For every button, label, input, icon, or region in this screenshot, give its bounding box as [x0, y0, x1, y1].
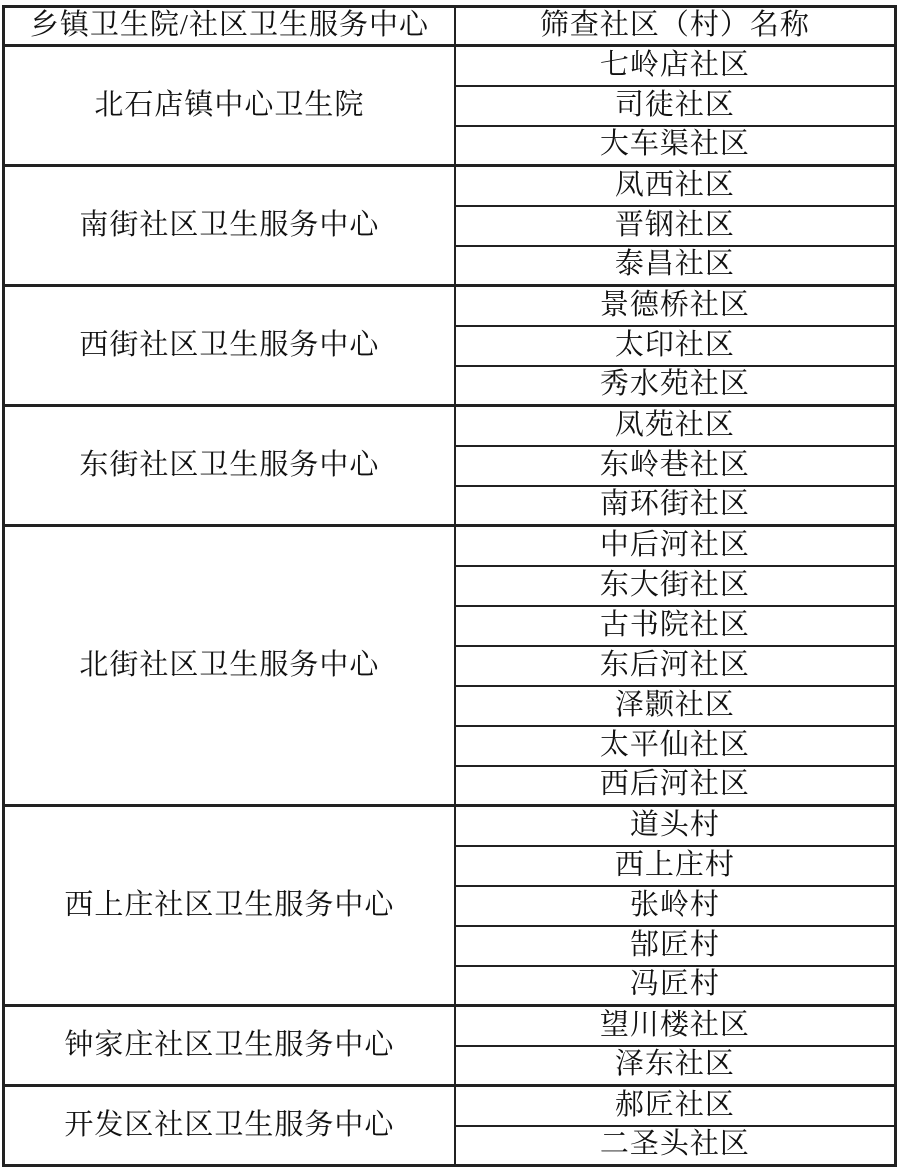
table-row — [4, 286, 896, 326]
community-cell: 中后河社区 — [455, 526, 896, 566]
community-cell: 司徒社区 — [455, 86, 896, 126]
health-center-cell: 北街社区卫生服务中心 — [4, 526, 455, 806]
community-cell: 太平仙社区 — [455, 726, 896, 766]
health-center-cell: 钟家庄社区卫生服务中心 — [4, 1006, 455, 1086]
community-cell: 太印社区 — [455, 326, 896, 366]
community-cell: 凤苑社区 — [455, 406, 896, 446]
health-center-cell: 西上庄社区卫生服务中心 — [4, 806, 455, 1006]
table-row — [4, 1086, 896, 1126]
health-center-cell: 西街社区卫生服务中心 — [4, 286, 455, 406]
community-cell: 泽颢社区 — [455, 686, 896, 726]
health-center-cell: 开发区社区卫生服务中心 — [4, 1086, 455, 1166]
community-cell: 泽东社区 — [455, 1046, 896, 1086]
community-cell: 南环街社区 — [455, 486, 896, 526]
table-row — [4, 806, 896, 846]
community-cell: 七岭店社区 — [455, 46, 896, 86]
community-cell: 郜匠村 — [455, 926, 896, 966]
table-row — [4, 1006, 896, 1046]
community-cell: 望川楼社区 — [455, 1006, 896, 1046]
health-center-cell: 北石店镇中心卫生院 — [4, 46, 455, 166]
community-cell: 冯匠村 — [455, 966, 896, 1006]
community-cell: 晋钢社区 — [455, 206, 896, 246]
community-cell: 泰昌社区 — [455, 246, 896, 286]
community-cell: 凤西社区 — [455, 166, 896, 206]
column-header-community-name: 筛查社区（村）名称 — [455, 7, 896, 46]
community-cell: 景德桥社区 — [455, 286, 896, 326]
table-row — [4, 526, 896, 566]
screening-communities-table — [2, 5, 897, 1167]
table-row — [4, 406, 896, 446]
community-cell: 西上庄村 — [455, 846, 896, 886]
column-header-health-center: 乡镇卫生院/社区卫生服务中心 — [4, 7, 455, 46]
community-cell: 西后河社区 — [455, 766, 896, 806]
community-cell: 二圣头社区 — [455, 1126, 896, 1166]
community-cell: 秀水苑社区 — [455, 366, 896, 406]
community-cell: 古书院社区 — [455, 606, 896, 646]
health-center-cell: 南街社区卫生服务中心 — [4, 166, 455, 286]
community-cell: 郝匠社区 — [455, 1086, 896, 1126]
table-header-row — [4, 7, 896, 46]
community-cell: 大车渠社区 — [455, 126, 896, 166]
community-cell: 东大街社区 — [455, 566, 896, 606]
community-cell: 道头村 — [455, 806, 896, 846]
table-row — [4, 46, 896, 86]
health-center-cell: 东街社区卫生服务中心 — [4, 406, 455, 526]
table-row — [4, 166, 896, 206]
community-cell: 张岭村 — [455, 886, 896, 926]
table-body — [4, 46, 896, 1166]
community-cell: 东岭巷社区 — [455, 446, 896, 486]
community-cell: 东后河社区 — [455, 646, 896, 686]
